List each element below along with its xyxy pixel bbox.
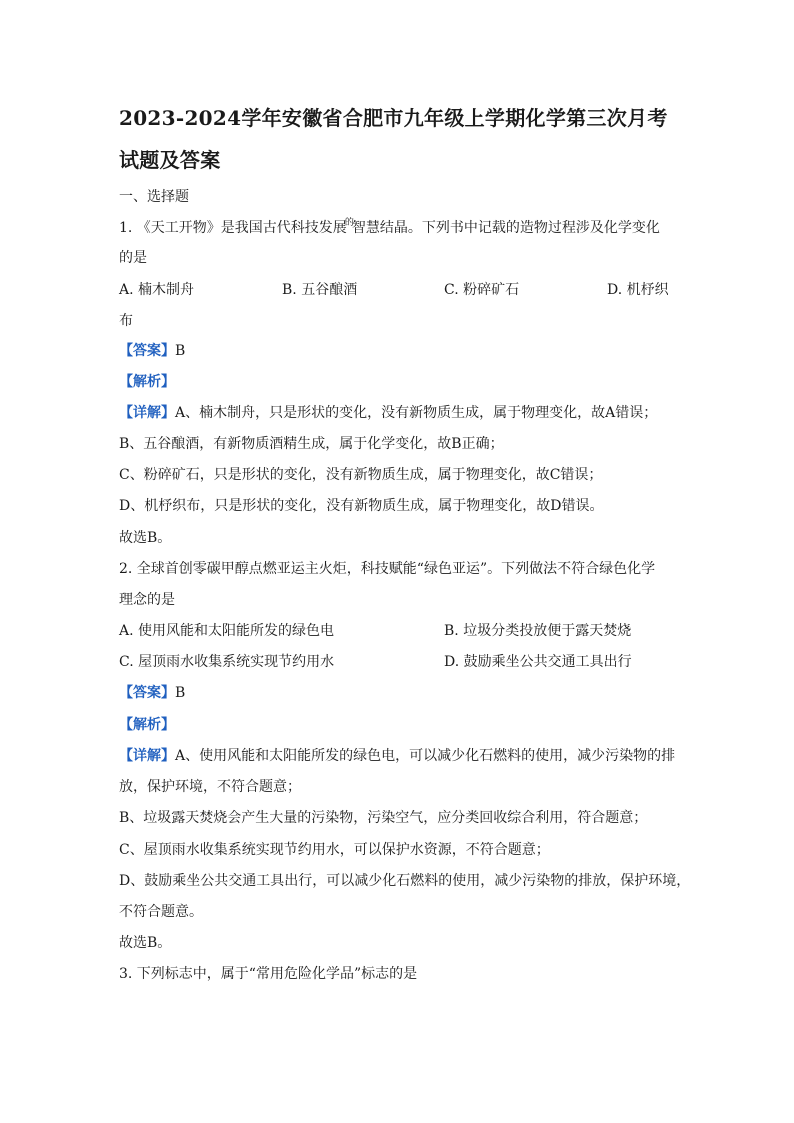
q1-conclusion: 故选B。 bbox=[119, 530, 172, 546]
detail-tag: 【详解】 bbox=[119, 405, 175, 421]
detail-tag: 【详解】 bbox=[119, 748, 175, 764]
q2-analysis-tag: 【解析】 bbox=[119, 717, 175, 733]
q2-detail-a: 【详解】A、使用风能和太阳能所发的绿色电，可以减少化石燃料的使用，减少污染物的排 bbox=[119, 748, 676, 764]
q2-stem-line-2: 理念的是 bbox=[119, 592, 175, 608]
q1-detail-a: 【详解】A、楠木制舟，只是形状的变化，没有新物质生成，属于物理变化，故A错误； bbox=[119, 405, 658, 421]
q1-option-d-wrap: 布 bbox=[119, 313, 133, 329]
q2-option-a: A. 使用风能和太阳能所发的绿色电 bbox=[119, 623, 335, 639]
doc-title-line-2: 试题及答案 bbox=[119, 148, 221, 172]
q1-option-b: B. 五谷酿酒 bbox=[282, 282, 358, 298]
q2-answer: 【答案】B bbox=[119, 685, 186, 701]
q2-option-d: D. 鼓励乘坐公共交通工具出行 bbox=[444, 654, 632, 670]
q2-detail-c: C、屋顶雨水收集系统实现节约用水，可以保护水资源，不符合题意； bbox=[119, 842, 550, 858]
answer-tag: 【答案】 bbox=[119, 343, 175, 359]
q1-option-d: D. 机杼织 bbox=[607, 282, 669, 298]
q1-stem-superscript: 的 bbox=[344, 218, 354, 228]
section-heading: 一、选择题 bbox=[119, 189, 189, 205]
q1-detail-c: C、粉碎矿石，只是形状的变化，没有新物质生成，属于物理变化，故C错误； bbox=[119, 467, 603, 483]
q1-detail-b: B、五谷酿酒，有新物质酒精生成，属于化学变化，故B正确； bbox=[119, 436, 504, 452]
q1-detail-d: D、机杼织布，只是形状的变化，没有新物质生成，属于物理变化，故D错误。 bbox=[119, 498, 604, 514]
q1-option-c: C. 粉碎矿石 bbox=[444, 282, 520, 298]
q1-stem-line-2: 的是 bbox=[119, 250, 147, 266]
q2-option-c: C. 屋顶雨水收集系统实现节约用水 bbox=[119, 654, 335, 670]
answer-tag: 【答案】 bbox=[119, 685, 175, 701]
doc-title-line-1: 2023-2024学年安徽省合肥市九年级上学期化学第三次月考 bbox=[119, 106, 668, 130]
q1-answer: 【答案】B bbox=[119, 343, 186, 359]
q2-detail-b: B、垃圾露天焚烧会产生大量的污染物，污染空气，应分类回收综合利用，符合题意； bbox=[119, 810, 648, 826]
q2-detail-d: D、鼓励乘坐公共交通工具出行，可以减少化石燃料的使用，减少污染物的排放，保护环境， bbox=[119, 873, 691, 889]
q1-stem: 1. 《天工开物》是我国古代科技发展$^的$智慧结晶。下列书中记载的造物过程涉及化学变化 bbox=[119, 218, 660, 236]
q2-detail-a-wrap: 放，保护环境，不符合题意； bbox=[119, 779, 301, 795]
q3-stem: 3. 下列标志中，属于“常用危险化学品”标志的是 bbox=[119, 966, 418, 982]
q2-detail-d-wrap: 不符合题意。 bbox=[119, 904, 203, 920]
q1-analysis-tag: 【解析】 bbox=[119, 374, 175, 390]
q2-option-b: B. 垃圾分类投放便于露天焚烧 bbox=[444, 623, 632, 639]
q2-stem: 2. 全球首创零碳甲醇点燃亚运主火炬，科技赋能“绿色亚运”。下列做法不符合绿色化学 bbox=[119, 561, 656, 577]
q1-option-a: A. 楠木制舟 bbox=[119, 282, 195, 298]
q2-conclusion: 故选B。 bbox=[119, 935, 172, 951]
